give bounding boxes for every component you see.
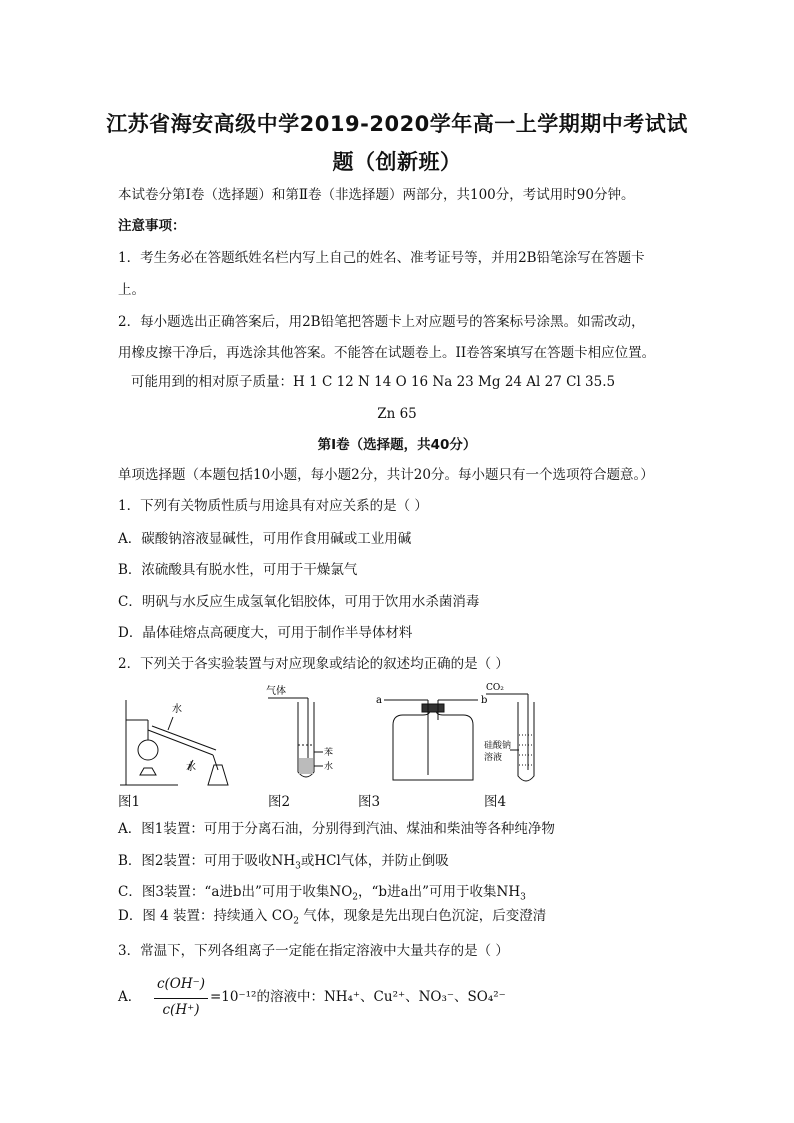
question-1: 1．下列有关物质性质与用途具有对应关系的是（ ） — [118, 498, 428, 514]
figure-2-benzene-label: 苯 — [324, 748, 334, 758]
question-1-option-b: B．浓硫酸具有脱水性，可用于干燥氯气 — [118, 562, 358, 578]
figure-1-water-bottom-label: 水 — [186, 762, 196, 773]
question-3-option-a-label: A． — [118, 989, 142, 1005]
question-1-option-a: A．碳酸钠溶液显碱性，可用作食用碱或工业用碱 — [118, 531, 412, 547]
note-2-line-1: 2．每小题选出正确答案后，用2B铅笔把答题卡上对应题号的答案标号涂黑。如需改动， — [118, 314, 645, 330]
figure-4-caption: 图4 — [484, 794, 507, 810]
apparatus-figures — [118, 680, 678, 790]
figure-4-solution-label-1: 硅酸钠 — [484, 741, 512, 751]
figure-4-co2-label: CO₂ — [486, 683, 504, 693]
question-2-option-a: A．图1装置：可用于分离石油，分别得到汽油、煤油和柴油等各种纯净物 — [118, 821, 555, 837]
note-2-line-2: 用橡皮擦干净后，再选涂其他答案。不能答在试题卷上。II卷答案填写在答题卡相应位置。 — [118, 345, 656, 361]
figure-4-solution-label-2: 溶液 — [484, 753, 503, 763]
figure-2-caption: 图2 — [268, 794, 291, 810]
note-1-line-1: 1．考生务必在答题纸姓名栏内写上自己的姓名、准考证号等，并用2B铅笔涂写在答题卡 — [118, 250, 645, 266]
notes-heading: 注意事项： — [118, 218, 186, 234]
question-2-option-b: B．图2装置：可用于吸收$NH_3$或HCl气体，并防止倒吸 — [118, 853, 449, 872]
fraction-numerator: c(OH⁻) — [156, 976, 206, 992]
question-3: 3．常温下，下列各组离子一定能在指定溶液中大量共存的是（ ） — [118, 943, 509, 959]
figure-3-b-label: b — [481, 695, 488, 706]
figure-3-caption: 图3 — [358, 794, 381, 810]
question-3-option-a-fraction — [152, 976, 210, 1022]
fraction-bar — [154, 998, 208, 999]
question-3-option-a-text: =10⁻¹²的溶液中：NH₄⁺、Cu²⁺、NO₃⁻、SO₄²⁻ — [210, 989, 506, 1005]
section-1-instructions: 单项选择题（本题包括10小题，每小题2分，共计20分。每小题只有一个选项符合题意。） — [118, 467, 654, 483]
figure-2-water-label: 水 — [324, 762, 334, 772]
note-1-line-2: 上。 — [118, 282, 145, 298]
question-2: 2．下列关于各实验装置与对应现象或结论的叙述均正确的是（ ） — [118, 656, 509, 672]
figure-3-a-label: a — [376, 695, 382, 706]
title-line-1: 江苏省海安高级中学2019-2020学年高一上学期期中考试试 — [106, 112, 688, 136]
atomic-mass-line-1: 可能用到的相对原子质量：H 1 C 12 N 14 O 16 Na 23 Mg 24 Al 27 Cl 35.5 — [131, 374, 616, 390]
figure-2-test-tube-apparatus — [268, 698, 323, 777]
intro-text: 本试卷分第Ⅰ卷（选择题）和第Ⅱ卷（非选择题）两部分，共100分，考试用时90分钟。 — [118, 187, 635, 203]
figure-4-co2-apparatus — [486, 694, 534, 781]
question-1-option-c: C．明矾与水反应生成氢氧化铝胶体，可用于饮用水杀菌消毒 — [118, 594, 480, 610]
question-2-option-d: D．图 4 装置：持续通入 $CO_2$ 气体，现象是先出现白色沉淀，后变澄清 — [118, 908, 547, 927]
question-2-option-c: C．图3装置：“a进b出”可用于收集$NO_2$，“b进a出”可用于收集$NH_3$ — [118, 884, 526, 903]
figure-2-gas-label: 气体 — [266, 686, 286, 697]
figure-3-gas-bottle-apparatus — [384, 700, 478, 780]
fraction-denominator: c(H⁺) — [162, 1002, 200, 1018]
atomic-mass-line-2: Zn 65 — [377, 406, 417, 422]
question-1-option-d: D．晶体硅熔点高硬度大，可用于制作半导体材料 — [118, 625, 413, 641]
section-1-heading: 第Ⅰ卷（选择题，共40分） — [317, 437, 477, 453]
title-line-2: 题（创新班） — [332, 150, 462, 174]
figure-1-caption: 图1 — [118, 794, 141, 810]
figure-1-water-top-label: 水 — [172, 704, 182, 715]
